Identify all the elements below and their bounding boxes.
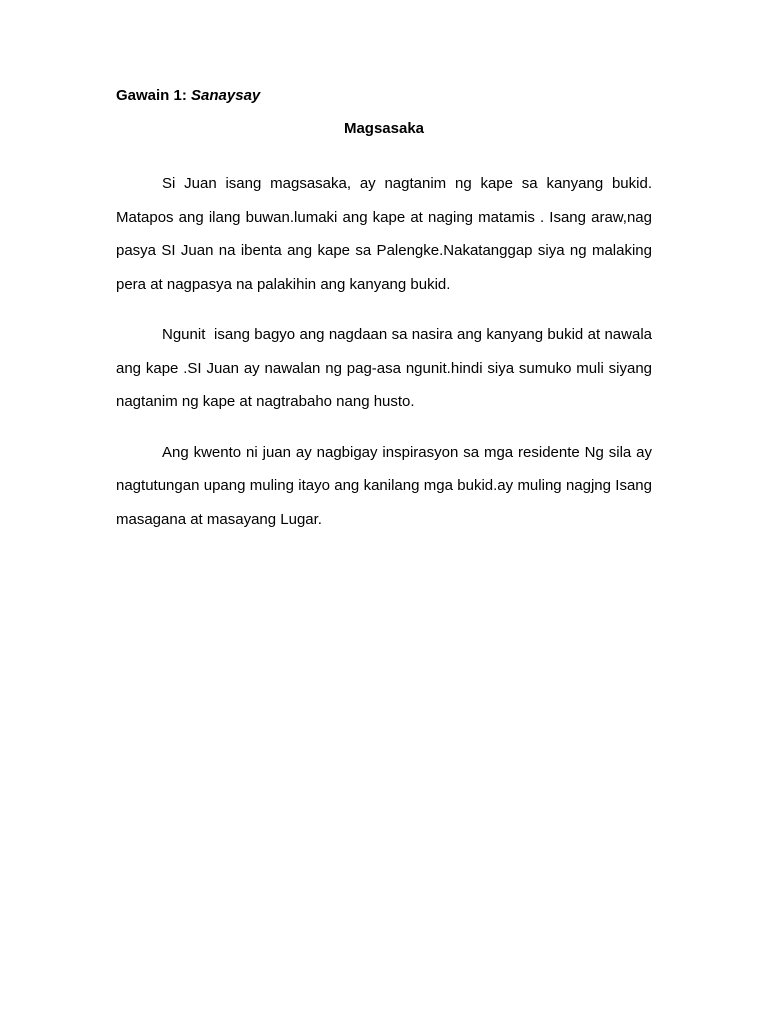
activity-type: Sanaysay — [191, 87, 261, 104]
essay-title: Magsasaka — [343, 120, 425, 137]
paragraph-3: Ang kwento ni juan ay nagbigay inspirasyon sa mga residente Ng sila ay nagtutungan upang muling itayo ang kanilang mga bukid.ay muling nagjng Isang masagana at masayang Lugar. — [116, 443, 652, 528]
essay-body — [116, 167, 657, 553]
activity-label: Gawain 1: — [116, 87, 187, 104]
activity-heading — [116, 87, 260, 105]
paragraph-1: Si Juan isang magsasaka, ay nagtanim ng kape sa kanyang bukid. Matapos ang ilang buwan.lumaki ang kape at naging matamis . Isang araw,nag pasya SI Juan na ibenta ang kape sa Palengke.Nakatanggap siya ng malaking pera at nagpasya na palakihin ang kanyang bukid. — [116, 175, 652, 293]
paragraph-2: Ngunit isang bagyo ang nagdaan sa nasira ang kanyang bukid at nawala ang kape .SI Juan ay nawalan ng pag-asa ngunit.hindi siya sumuko muli siyang nagtanim ng kape at nagtrabaho nang husto. — [116, 326, 657, 410]
